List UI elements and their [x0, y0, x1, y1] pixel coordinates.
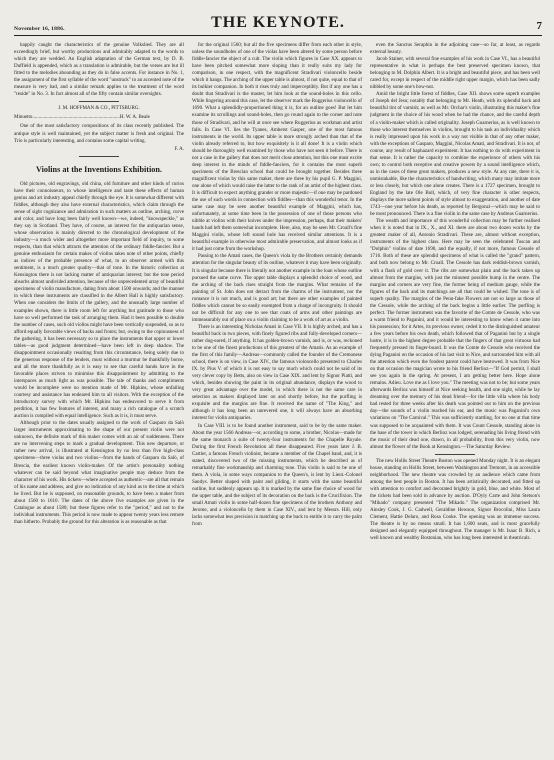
piece-listing: Minuetto......................................................................H. W. A. Beale [14, 115, 150, 121]
newspaper-title: THE KEYNOTE. [211, 14, 345, 31]
reviewer-initials: F. A. [174, 146, 184, 152]
article-paragraph: In Case VIII. is to be found another instrument, said to be by the same maker. About the year 1566 Andreas—or, according to some, a brother, Nicolas—made for the same monarch a suite of twenty-four instruments for the Chapelle Royale. During the first French Revolution all these disappeared. Five years later J. B. Cartier, a famous French violinist, became a member of the Chapel band, and, it is stated, discovered two of the missing instruments, which he described as of remarkably fine workmanship and charming tone. This violin is said to be one of them. A viola, in some ways companion to the Queen's, is lent by Lieut.-Colonel Sandys. Better shaped with paint and gilding, it starts with the same beautiful outline, but suddenly appears up. It is marked by the same fine choice of wood for the upper table, and the subject of its decoration on the back is the Crucifixion. The small Amati violin in some half-dozen fine specimens of the brothers Anthony and Jerome, and a violoncello by them in Case XIV., and lent by Messrs. Hill, only lacks somewhat less precision in matching up the back to entitle it to carry the palm from [192, 422, 362, 528]
columns [14, 42, 542, 754]
article-paragraph: Amid the bright little forest of fiddles, Case XII. shows some superb examples of Joseph del Jesu; notably that belonging to Mr. Heath, with its splendid back and beautiful tint of varnish; as well as Mr. Orchar's violin, illustrating this maker's fine judgment in the choice of his wood when he had the chance, and the careful depth of a violin-maker which is called originality. Joseph Guarnerius, as is well known to those who interest themselves in violins, brought to his task an individuality which is really impressed upon his work in a way not visible in that of any other maker, with the exceptions of Gasparo, Maggini, Nicolas Amati, and Stradivari. It is not, of course, any result of haphazard experiment. It has nothing to do with experiment in that sense. It is rather the capacity to combine the experience of others with his own; to control both receptive and creative powers by a sound intelligence which, as in the cases of these great makers, produces a new style. At any rate, there it is, unmistakable, like the characteristics of handwriting, which many may imitate more or less closely, but which one alone creates. There is a 1727 specimen, brought to England by the late Ole Bull, which, of very fine character is other respects, displays the more salient points of style almost to exaggeration, and another of date 1743—one year before his death, as reported by Bergonzi—which may be said to be most pronounced. There is a fine violin in the same case by Andreas Guarnerius. [370, 91, 540, 218]
article-paragraph: Passing to the Amati cases, the Queen's viola by the Brothers certainly demands attention for the singular beauty of its outline, whatever it may have been originally. It is singular because there is literally not another example in the loan whose outline pursued the same curve. The upper table displays a splendid choice of wood, and the arching of the back rises straight from the margins. What remains of the painting of St. John does not detract from the charms of the instrument, nor the romance it is not much, and is good art; but there are other examples of painted fiddles which cannot be so easily exempted from a charge of incongruity. It should not be difficult for any one to see that coats of arms and other paintings are immeasurably out of place on a violin claiming to be a work of art as a violin. [192, 253, 362, 323]
news-paragraph: The new Hollis Street Theatre Boston was opened Monday night. It is an elegant house, standing on Hollis Street, between Washington and Tremont, in an accessible neighborhood. The new theatre was crowded by an audience which came from among the best people in Boston. It has been artistically decorated, and fitted up with attention to comfort and decorated brightly in gold, blue, and white. Most of the tickets had been sold in advance by auction. D'Oyly Carte and John Stetson's "Mikado" company presented "The Mikado." The organization comprised Mr. Ainsley Cook, J. G. Cadwell, Geraldine Hewson, Signor Brocolini, Miss Laura Clement, Hattie Delaro, and Rosa Cooke. The opening was an immense success. The theatre is by no means small. It has 1,600 seats, and is most gracefully designed and elegantly equipped throughout. The manager is Mr. Isaac B. Rich, a well known and wealthy Bostonian, who has long been interested in theatricals. [370, 457, 540, 542]
article-paragraph: Although prior to the dates usually assigned to the work of Gasparo da Salò larger instruments approximating to the shape of our present violin were not unknown, the definite mark of this maker comes with an air of suddenness. There are no intervening steps to mark a gradual development. This new departure, or rather new arrival, is illustrated at Kensington by no less than five high-class specimens—three violas and two violins—from the hands of Gasparo da Salò, of Brescia, the earliest known violin-maker. Of the artist's personality nothing whatever can be said beyond what imaginative people may deduce from the character of his work. His tickets—where accepted as authentic—are all that remain of his name and address, and give no indication of any kind as to the time at which he lived. But he is supposed, on reasonable grounds, to have been a maker from about 1560 to 1610. The dates of the above five examples are given in the Catalogue as about 1580; but these figures refer to the "period," and not to the individual instruments. This period is now made to appear twenty years less remote than hitherto. Probably the ground for this alteration is as reasonable as that [14, 420, 184, 525]
article-paragraph: There is an interesting Nicholas Amati in Case VII. It is highly arched, and has a beautiful back in two pieces, with finely figured ribs and fully-developed corners—rather dog-eared, if anything. It has golden-brown varnish, and is, or was, reckoned to be one of the finest productions of this greatest of the Amatis. As an example of the first of this family—Andreas—commonly called the founder of the Cremonese school, there is on view, in Case XIV., the famous violoncello presented to Charles IX. by Pius V. of which it is not easy to say much which could not be said of its very clever copy by Betts, also on view in Case XIX. and lent by Signor Piatti, and which, besides showing the paint in its original abundance, displays the wood to very great advantage over the model, in which there is not the same care in selection as makers displayed later on and shortly before, but the purfling is exquisite and the margins are fine. It received the name of "The King," and although it has long been an unrevered one, it will always have an absorbing interest for violin antiquaries. [192, 323, 362, 422]
review-paragraph: One of the most satisfactory compositions of its class recently published. The antique style is well maintained, yet the subject matter is fresh and original. The Trio is particularly interesting, and contains some capital writing. [14, 123, 184, 144]
article-paragraph: even the Sanctus Seraphin in the adjoining case—so far, at least, as regards external beauty. [370, 42, 540, 56]
column-2 [192, 42, 362, 754]
issue-date: November 16, 1886. [14, 26, 65, 32]
article-paragraph: Jacob Stainer, with several fine examples of his work in Case VI., has a beautiful representative in what is perhaps the best preserved specimen known, that belonging to M. Dolphin Albert. It is a bright and beautiful piece, and has been well cared for, except in respect of the middle right upper margin, which has been sadly nibbled by some one's bow-nut. [370, 56, 540, 91]
divider [79, 101, 119, 102]
review-paragraph: happily caught the characteristics of the genuine Volkslied. They are all exceedingly brief, but worthy productions and admirably adapted to the words to which they are wedded. An English adaptation of the German text, by D. B. Duffield is appended, which as a translation is admirable, but the verses are but ill fitted to the melodies abounding as they do in false accents. For instance in No. 1, the assignment of the first syllable of the word "unstruck" to an accented note of the measure is very bad, and a similar remark applies to the treatment of the word "reside" in No. 3. In fact almost all of the fifty contain similar oversights. [14, 42, 184, 98]
publisher-line: J. M. HOFFMAN & CO., PITTSBURG. [58, 106, 140, 112]
divider [79, 156, 119, 157]
column-1 [14, 42, 184, 754]
column-3 [370, 42, 540, 754]
article-paragraph: Old pictures, old engravings, old china, old furniture and other kinds of curios have their connoisseurs, to whose intelligence and taste these effects of human genius and art industry appeal chiefly through the eye. It is somewhat different with fiddles, although they also have external characteristics, which claim through the sense of sight cognizance and admiration in such matters as outline, arching, curve and color, and have long been fairly well known—we, indeed, "knowspeckle," as they say in Scotland. They have, of course, an interest for the antiquarian sense, whose observation is mainly directed to the chronological development of the industry—a much wider and altogether more important field of inquiry, to some respects, than that which attracts the attention of the ordinary fiddle-fancier. But a genuine enthusiasm for certain makes of violins takes note of other points, chiefly as indices of the probable presence of what, to an observer armed with this sentiment, is a much greater quality—that of tone. In the historic collection at Kensington there is not lacking matter of antiquarian interest; but the tone period absorbs almost undivided attention, because of the unprecedented array of beautiful specimens of violin manufacture, dating from about 1500 onwards; and the manner in which these instruments are classified in the Albert Hall is highly satisfactory. When one considers the limits of the gallery, and the unusually large number of examples shown, there is little room left for anything but gratitude to those who have so well performed the task of arranging them. Had it been possible to double the number of cases, such old violins might have been vertically suspended, so as to afford equally favorable views of backs and fronts; but, owing to the copiousness of the gathering, it has been necessary so to place the instruments that upper or lower tables—as good judgment determined—have been left in deep shadow. The disappointment occasionally resulting from this circumstance, being solely due to the generous response of the lenders, must without a murmur be thankfully borne, and all the more thankfully as it is easy to see that careful hands have in the favorable places striven to minimise this disappointment by admitting to the interspaces as much light as was possible. The tale of thanks and compliments would be incomplete were no mention made of Mr. Hipkins, whose unfailing courtesy and assistance has endeared him to all visitors. With the exception of the introductory survey with which Mr. Hipkins has endeavored to serve it from perdition, it has few features of interest, and many a rich catalogue of a scratch auction is compiled with equal intelligence. Such as it is, it must serve. [14, 180, 184, 420]
divider [435, 454, 475, 455]
masthead [14, 10, 542, 36]
article-paragraph: The wealth and importance of this wonderful collection may be further realised when it is noted that in IX., X., and XI. there are about two dozen works by the greatest maker of all, Antonio Stradivari. These are, almost without exception, instruments of the highest class. Here may be seen the celebrated Tuscan and "Dolphin" violins of date 1690, and the equally, if not more, famous Cessole of 1716. Both of these are splendid specimens of what is called the "grand" pattern, and both now belong to Mr. Croall. The Cessole has dark reddish-brown varnish, with a flash of gold over it. The ribs are somewhat plain and the back taken up almost from the margins, with just the minutest possible hump in the centre. The margins and corners are very fine, the former being of medium gauge, while the figures of the back and its matchings are all that could be wished. The tone is of superb quality. The margins of the Penn-fake Flowers are not so large as those of the Cessole, while the arching of the back begins a little earlier. The purfling is perfect. The former instrument was the favorite of the Comte de Cessole, who was a warm friend to Paganini, and it would be interesting to know when it came into his possession; for it Artes, its previous owner, ceded it to the distinguished amateur a few years before his own death, which followed that of Paganini but by a single lustre, it is in the highest degree probable that the fingers of that great virtuoso had frequently pressed its finger-board. It was the Comte de Cessole who received the dying Paganini on the occasion of his last visit to Nice, and surrounded him with all the attention which even the fondest parent could have bestowed. It was from Nice on that occasion the magician wrote to his friend Berlioz—"If God permit, I shall see you again in the spring. At present, I am getting better here. Hope alone remains. Adieu. Love me as I love you." The meeting was not to be; but some years afterwards Berlioz was himself at Nice seeking health, and one night, while he lay dreaming over the memory of his dead friend—for the little villa where his body had rested for three weeks after his death was pointed out to him on the previous day—the sounds of a violin reached his ear, and the music was Paganini's own variations on "The Carnival." This was sufficiently startling, for no one at that time was supposed to be acquainted with them. It was Count Cessole, standing alone in the base of the tower in which Berlioz was lodged, serenading his living friend with the music of their dead one, drawn, in all probability, from this very violin, now almost the flower of the Book at Kensington.—The Saturday Review. [370, 218, 540, 450]
article-paragraph: for the original 1560; but all the five specimens differ from each other in style, unless the soundholes of one of the violas have been altered by some person before fiddle-fancier the object of a cult. The violin which figures in Case XX. appears to have been pitched somewhat more sloping than it really suits my lady for comparison, in one respect, with the magnificent Stradivari violoncello beside which it hangs. The arching of the upper table is almost, if not quite, equal to that of its bulkier companion. In both it rises truly and imperceptibly. But if any one has a doubt that Stradivari is the master, let him look at the sound-holes in this cello. While lingering around this case, let the observer mark the Ruggerius violoncello of 1690. What a splendidly-proportioned thing it is, for an outline goes! But let him examine its scrollings and sound-holes, then go round again to the corner and note those of Stradivari, and he will at once see where Ruggerius as workman and artist falls. In Case VI. lies the Tyanes, Amherst Gasper, one of the most famous instruments in the world. Its upper table is more strongly arched than that of the violin already referred to, but how exquisitely is it all done! It is a violin which should be thoroughly well examined by those who have not seen it before. There is not a case in the gallery that does not merit close attention, but this one must excite deep interest in the minds of fiddle-fanciers, for it contains the most superb specimens of the Brescian school that could be brought together. Besides three magnificent violas by this same maker, there are three by his pupil G. P. Maggini, one alone of which would raise the latter to the rank of an artist of the highest class. It is difficult to expect anything grander or more majestic—if one may be pardoned the use of such words in connection with fiddles—than this wonderful tenor. In the same case may be seen another beautiful example of Maggini, which has, unfortunately, at some time been in the possession of one of those persons who nibble at violins with their knives under the impression, perhaps, that their makers' hands had left them somewhat incomplete. Here, also, may be seen Mr. Croall's fine Maggini violin, whose left sound hole has received similar attentions. It is a beautiful example in otherwise most admirable preservation, and almost looks as if it had just come from the workshop. [192, 42, 362, 253]
article-headline: Violins at the Inventions Exhibition. [36, 164, 162, 174]
page-number: 7 [536, 20, 542, 32]
